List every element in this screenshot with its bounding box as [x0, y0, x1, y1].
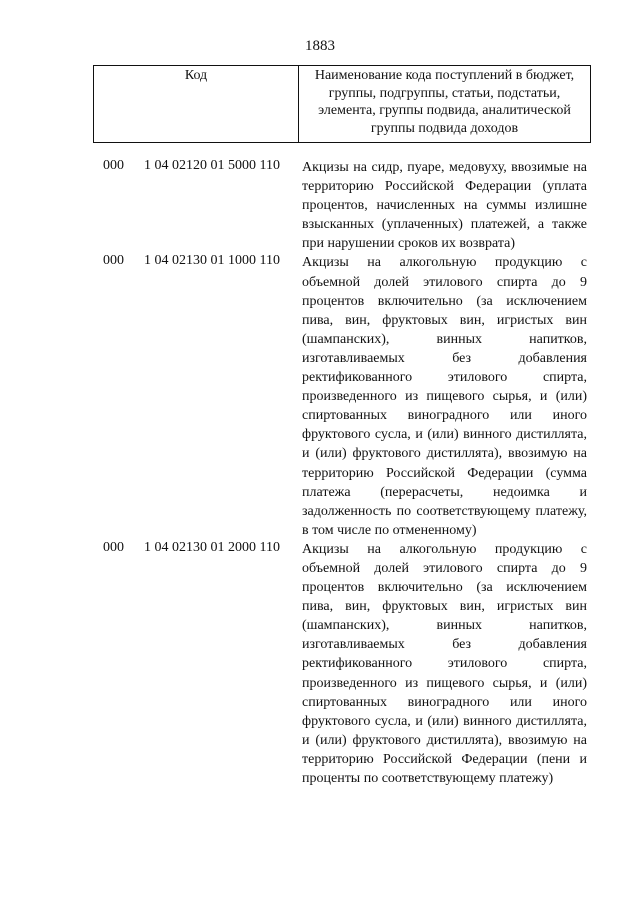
revenue-description: Акцизы на алкогольную продукцию с объемной долей этилового спирта до 9 процентов включительно (за исключением пива, вин, фруктовых вин, игристых вин (шампанских), винных напитков, изготавливаемых без добавления ректификованного этилового спирта, произведенного из пищевого сырья, и (или) спиртованных виноградного или иного фруктового сусла, и (или) винного дистиллята, и (или) фруктового дистиллята), ввозимую на территорию Российской Федерации (сумма платежа (перерасчеты, недоимка и задолженность по соответствующему платежу, в том числе по отмененному) [302, 255, 587, 538]
code-list [0, 158, 640, 788]
revenue-description: Акцизы на алкогольную продукцию с объемной долей этилового спирта до 9 процентов включительно (за исключением пива, вин, фруктовых вин, игристых вин (шампанских), винных напитков, изготавливаемых без добавления ректификованного этилового спирта, произведенного из пищевого сырья, и (или) спиртованных виноградного или иного фруктового сусла, и (или) винного дистиллята, и (или) фруктового дистиллята), ввозимую на территорию Российской Федерации (пени и проценты по соответствующему платежу) [302, 541, 587, 786]
page-number: 1883 [305, 38, 335, 54]
revenue-code: 1 04 02120 01 5000 110 [144, 158, 280, 173]
list-item [0, 540, 640, 788]
admin-code: 000 [103, 158, 124, 173]
name-column-header: Наименование кода поступлений в бюджет, группы, подгруппы, статьи, подстатьи, элемента, группы подвида, аналитической группы подвида доходов [314, 68, 575, 136]
admin-code: 000 [103, 539, 124, 555]
code-column-header: Код [94, 66, 299, 142]
list-item [0, 158, 640, 253]
admin-code: 000 [103, 253, 124, 269]
revenue-description: Акцизы на сидр, пуаре, медовуху, ввозимые на территорию Российской Федерации (уплата процентов, начисленных на суммы излишне взысканных (уплаченных) платежей, а также при нарушении сроков их возврата) [302, 160, 587, 252]
list-item [0, 253, 640, 539]
revenue-code: 1 04 02130 01 1000 110 [144, 253, 280, 269]
table-header [93, 65, 591, 143]
revenue-code: 1 04 02130 01 2000 110 [144, 539, 280, 555]
